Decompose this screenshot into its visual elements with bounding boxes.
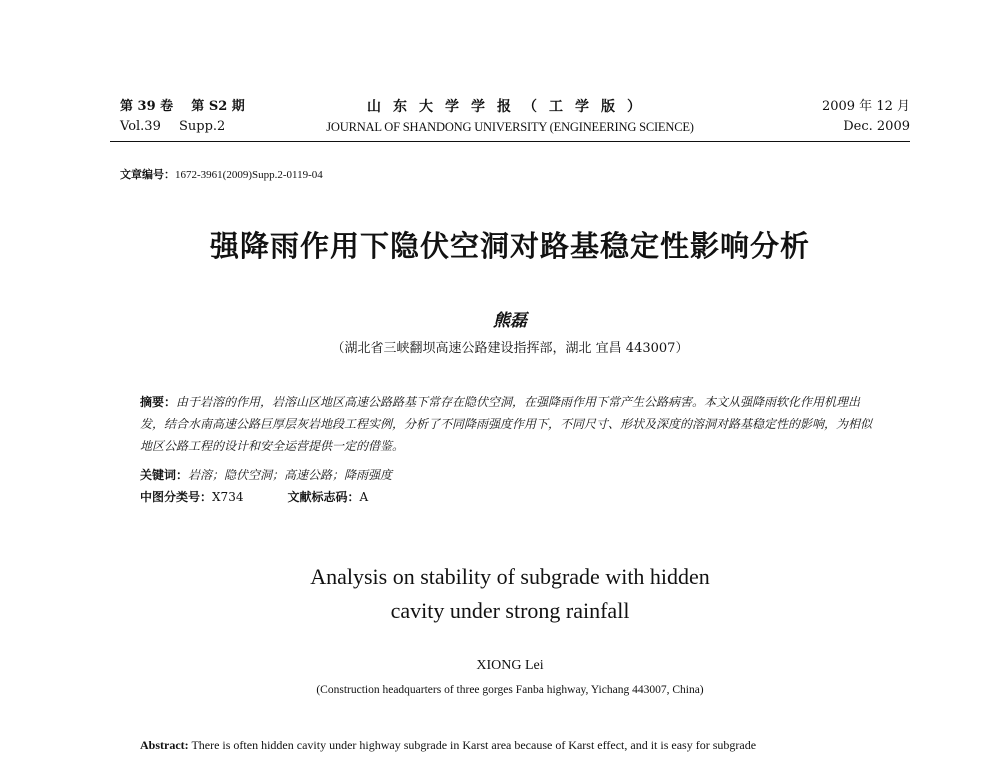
journal-name-en: JOURNAL OF SHANDONG UNIVERSITY (ENGINEERING SCIENCE): [326, 120, 694, 134]
abstract-cn-text: 由于岩溶的作用，岩溶山区地区高速公路路基下常存在隐伏空洞，在强降雨作用下常产生公路病害。本文从强降雨软化作用机理出发，结合水南高速公路巨厚层灰岩地段工程实例，分析了不同降雨强度作用下，不同尺寸、形状及深度的溶洞对路基稳定性的影响，为相似地区公路工程的设计和安全运营提供一定的借鉴。: [140, 395, 873, 453]
keywords-cn-label: 关键词：: [140, 468, 189, 482]
clc-value: X734: [212, 490, 244, 504]
issue-en: Supp.2: [179, 119, 226, 134]
article-number: [120, 166, 323, 182]
article-number-value: 1672-3961(2009)Supp.2-0119-04: [175, 169, 323, 181]
abstract-en-label: Abstract:: [140, 738, 189, 752]
date-cn: 2009 年 12 月: [821, 99, 910, 114]
affiliation-en: (Construction headquarters of three gorges Fanba highway, Yichang 443007, China): [316, 684, 704, 696]
issue-cn: 第 S2 期: [191, 99, 245, 114]
journal-name: [300, 97, 720, 137]
doc-code-value: A: [359, 490, 369, 504]
classification-cn: [140, 486, 880, 508]
paper-title-en: [200, 560, 820, 628]
paper-title-cn: 强降雨作用下隐伏空洞对路基稳定性影响分析: [209, 229, 810, 263]
author-cn: 熊磊: [493, 311, 527, 331]
publication-date: [780, 97, 910, 137]
abstract-en-text: There is often hidden cavity under highway subgrade in Karst area because of Karst effect, and it is easy for subgrade: [191, 738, 757, 752]
abstract-cn-label: 摘要：: [140, 395, 177, 409]
journal-volume-issue: [120, 97, 245, 137]
paper-title-en-line1: Analysis on stability of subgrade with hidden: [310, 564, 710, 589]
keywords-cn: [140, 464, 880, 486]
volume-cn: 第 39 卷: [120, 99, 174, 114]
article-number-label: 文章编号：: [120, 169, 175, 181]
doc-code-label: 文献标志码：: [287, 490, 360, 504]
author-en: XIONG Lei: [476, 658, 544, 673]
paper-title-en-line2: cavity under strong rainfall: [390, 598, 630, 623]
clc-label: 中图分类号：: [140, 490, 213, 504]
abstract-en: [140, 735, 885, 755]
date-en: Dec. 2009: [843, 119, 910, 134]
volume-en: Vol.39: [120, 119, 161, 134]
affiliation-cn: （湖北省三峡翻坝高速公路建设指挥部，湖北 宜昌 443007）: [331, 341, 689, 356]
journal-name-cn: 山东大学学报（工学版）: [367, 99, 653, 115]
header-divider: [110, 141, 910, 142]
abstract-cn: [140, 391, 880, 457]
keywords-cn-text: 岩溶；隐伏空洞；高速公路；降雨强度: [188, 468, 393, 482]
